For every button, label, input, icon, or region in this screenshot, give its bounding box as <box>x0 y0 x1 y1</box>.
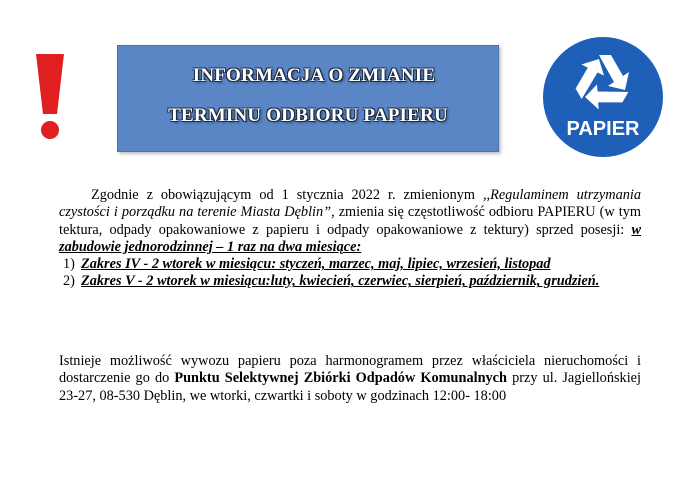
list-item-number: 1) <box>63 256 75 273</box>
outro-text-b: przy ul. Jagiellońskiej 23-27, 08-530 Dęblin, we wtorki, czwartki i soboty w godzinach 12:00- 18:00 <box>59 370 641 404</box>
collection-range-list <box>59 256 641 291</box>
outro-paragraph <box>59 353 641 405</box>
exclamation-icon <box>30 52 70 142</box>
intro-text-a: Zgodnie z obowiązującym od 1 stycznia 2022 r. zmienionym <box>91 187 483 203</box>
regulation-name: ,,Regulaminem utrzymania czystości i porządku na terenie Miasta Dęblin”, <box>59 187 641 221</box>
logo-label: PAPIER <box>566 118 640 140</box>
papier-recycling-logo <box>542 36 664 158</box>
banner-title-line-2: TERMINU ODBIORU PAPIERU <box>168 105 448 126</box>
intro-paragraph <box>59 187 641 256</box>
outro-text-a: Istnieje możliwość wywozu papieru poza harmonogramem przez właściciela nieruchomości i dostarczenie go do <box>59 353 641 387</box>
range-iv: Zakres IV - 2 wtorek w miesiącu: styczeń, marzec, maj, lipiec, wrzesień, listopad <box>81 256 551 273</box>
list-item <box>59 273 641 290</box>
list-item-number: 2) <box>63 273 75 290</box>
title-banner <box>117 45 499 152</box>
range-v: Zakres V - 2 wtorek w miesiącu:luty, kwiecień, czerwiec, sierpień, październik, grudzień. <box>81 273 600 290</box>
banner-title-line-1: INFORMACJA O ZMIANIE <box>192 65 436 86</box>
collection-point-name: Punktu Selektywnej Zbiórki Odpadów Komunalnych <box>174 370 507 387</box>
intro-text-b: zmienia się częstotliwość odbioru PAPIERU (w tym tektura, odpady opakowaniowe z papieru i odpady opakowaniowe z tektury) sprzed posesji: <box>59 204 641 238</box>
announcement-text <box>59 187 641 291</box>
list-item <box>59 256 641 273</box>
collection-frequency: w zabudowie jednorodzinnej – 1 raz na dwa miesiące: <box>59 221 641 255</box>
